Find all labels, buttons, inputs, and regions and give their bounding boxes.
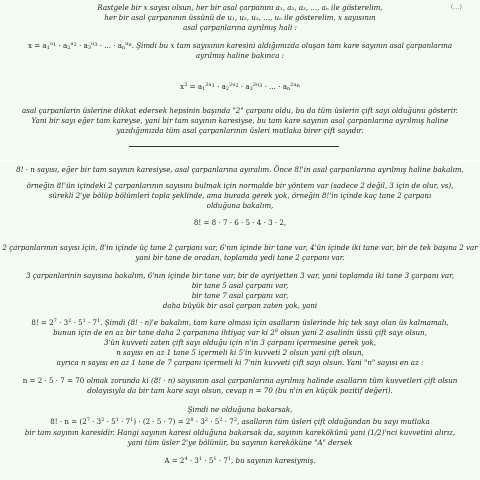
part3-formula-row-2: [0, 376, 480, 385]
part3-line-16: bir tam sayının karesidir. Hangi sayının karesi olduğuna bakarsak da, sayının karekökünü yani (1/2)'nci kuvvetini alırız,: [24, 428, 456, 437]
intro-line-3: asal çarpanlarına ayrılmış hali :: [183, 23, 297, 32]
part2-line-3: sürekli 2'ye bölüp bölümleri topla şeklinde, ama burada gerek yok, örneğin 8!'in içinde kaç tane 2 çarpanı: [48, 191, 432, 200]
intro-line-2: her bir asal çarpanının üssünü de u₁, u₂, u₃, ..., uₙ ile gösterelim, x sayısının: [104, 13, 376, 22]
part3-line-13: dolayısıyla da bir tam kare sayı olsun, cevap n = 70 (bu n'in en küçük pozitif değeri).: [87, 386, 393, 395]
part3-line-5: bir tane 7 asal çarpanı var,: [191, 291, 289, 300]
intro-panel: [0, 0, 480, 160]
intro-line-7: Yani bir sayı eğer tam kareyse, yani bir tam sayının karesiyse, bu tam kare sayının asal çarpanlarına ayrılmış haline: [31, 116, 449, 125]
part3-line-15: , asalların tüm üsleri çift olduğundan bu sayı mutlaka: [237, 417, 430, 426]
part3-panel: [0, 242, 480, 480]
part2-line-4: olduğuna bakalım,: [206, 201, 274, 210]
intro-line-6: asal çarpanlarin üslerine dikkat edersek hepsinin başında "2" çarpanı oldu, bu da tüm üslerin çift sayı olduğunu gösterir.: [22, 106, 458, 115]
part3-line-2: yani bir tane de oradan, toplamda yedi tane 2 çarpanı var.: [135, 253, 345, 262]
part3-line-11: ayrıca n sayısı en az 1 tane de 7 çarpanı içermeli ki 7'nin kuvveti çift sayı olsun. Yani "n" sayısı en az :: [56, 358, 424, 367]
part3-line-6: daha büyük bir asal çarpan zaten yok, yani: [162, 301, 318, 310]
part3-line-3: 3 çarpanlarinin sayısına bakalım, 6'nın içinde bir tane var, bir de ayriyetten 3 var, yani toplamda iki tane 3 çarpanı var,: [26, 271, 454, 280]
part3-line-14: Şimdi ne olduğuna bakarsak,: [187, 405, 293, 414]
more-indicator[interactable]: (...): [450, 3, 462, 11]
divider: [129, 146, 339, 147]
part3-line-4: bir tane 5 asal çarpanı var,: [191, 281, 289, 290]
intro-formula-row: [0, 41, 480, 50]
intro-line-5: ayrılmış haline bakınca :: [195, 51, 285, 60]
part3-line-9: 3'ün kuvveti zaten çift sayı olduğu için n'in 3 çarpanı içermesine gerek yok,: [103, 338, 377, 347]
intro-line-8: yazdığımızda tüm asal çarpanlarının üsleri mutlaka birer çift sayıdır.: [116, 126, 364, 135]
part3-line-17: yani tüm üsler 2'ye bölünür, bu sayının kareköküne "A" dersek: [127, 438, 353, 447]
part3-formula-row-4: [0, 456, 480, 465]
part2-formula: 8! = 8 · 7 · 6 · 5 · 4 · 3 · 2,: [193, 218, 287, 227]
formula-a: $A = 2^4 \cdot 3^1 \cdot 5^1 \cdot 7^1$: [164, 456, 232, 465]
part3-formula-row-3: [0, 417, 480, 426]
formula-8-factorial: 8! = $2^7 \cdot 3^2 \cdot 5^1 \cdot 7^1$: [31, 318, 101, 327]
intro-line-4: . Şimdi bu x tam sayısının karesini aldığımızda oluşan tam kare sayının asal çarpanlarına: [131, 41, 453, 50]
part3-line-8: bunun için de en az bir tane daha 2 çarpanına ihtiyaç var ki $2^8$ olsun yani 2 asalinin üssü çift sayı olsun,: [53, 328, 427, 337]
formula-product: 8! · $n = (2^7 \cdot 3^2 \cdot 5^1 \cdot 7^1) \cdot (2 \cdot 5 \cdot 7) = 2^8 \cdot 3^2 \cdot 5^2 \cdot 7^2$: [50, 417, 238, 426]
part2-line-1: 8! · n sayısı, eğer bir tam sayının karesiyse, asal çarpanlarına ayıralım. Önce 8!'in asal çarpanlarına ayrılmış haline bakalım,: [16, 165, 464, 174]
part3-line-7: . Şimdi (8! · n)'e bakalım, tam kare olması için asalların üslerinde hiç tek sayı olan üs kalmamalı,: [100, 318, 449, 327]
part3-line-1: 2 çarpanlarının sayısı için, 8'in içinde üç tane 2 çarpanı var, 6'nın içinde bir tane var, 4'ün içinde iki tane var, bir de tek başına 2 var: [2, 243, 478, 252]
part3-line-12: olmak zorunda ki (8! · n) sayısının asal çarpanlarına ayrılmış halinde asalların tüm kuvvetleri çift olsun: [86, 376, 458, 385]
intro-line-1: Rastgele bir x sayısı olsun, her bir asal çarpanını a₁, a₂, a₃, ..., aₙ ile gösterelim,: [97, 3, 383, 12]
part3-formula-row-1: [0, 318, 480, 327]
part3-line-18: , bu sayının karesiymiş.: [231, 456, 316, 465]
formula-x-squared: $x^2 = a_1^{2u_1} \cdot a_2^{2u_2} \cdot a_3^{2u_3}$ · ... · $a_n^{2u_n}$: [180, 82, 300, 92]
part3-line-10: n sayısı en az 1 tane 5 içermeli ki 5'in kuvveti 2 olsun yani çift olsun,: [116, 348, 364, 357]
formula-n: n = 2 · 5 · 7 = 70: [22, 376, 85, 385]
part2-panel: [0, 162, 480, 240]
formula-x: $x = a_1^{u_1} \cdot a_2^{u_2} \cdot a_3^{u_3}$ · ... · $a_n^{u_n}$: [27, 41, 132, 51]
part2-line-2: örneğin 8!'ün içindeki 2 çarpanlarının sayısını bulmak için normalde bir yöntem var (sadece 2 değil, 3 için de olur, vs),: [26, 181, 454, 190]
